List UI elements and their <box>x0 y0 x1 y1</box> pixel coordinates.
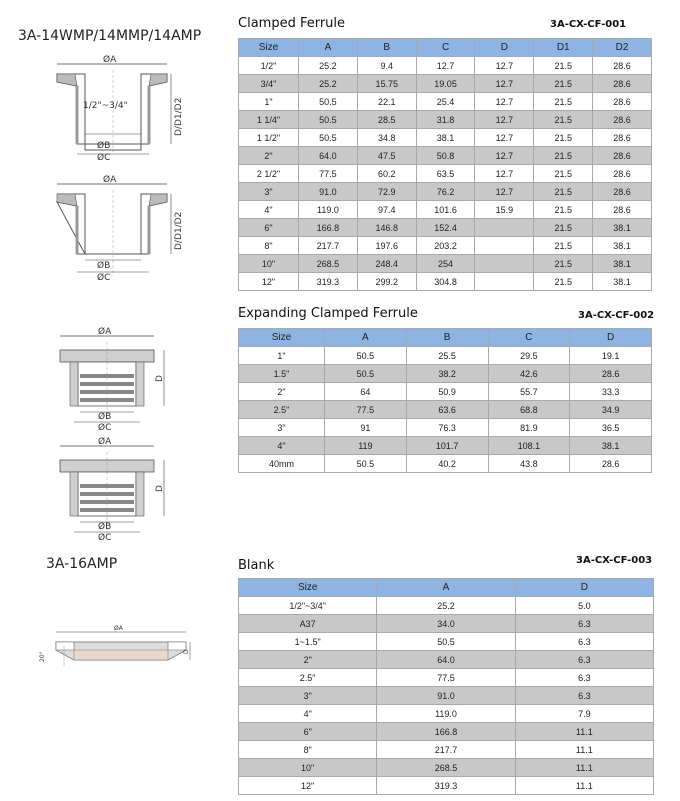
table-cell: 25.2 <box>299 75 358 93</box>
table-cell <box>475 255 534 273</box>
table-cell: 21.5 <box>534 183 593 201</box>
table-cell: 81.9 <box>488 419 570 437</box>
table-row <box>239 777 654 795</box>
table-cell: 55.7 <box>488 383 570 401</box>
product-title-16amp: 3A-16AMP <box>46 556 118 572</box>
table-cell: 10" <box>239 255 299 273</box>
table-cell: 77.5 <box>299 165 358 183</box>
table-cell: 28.6 <box>593 183 652 201</box>
table-row <box>239 437 652 455</box>
table-header-row <box>239 39 652 57</box>
table-cell: 319.3 <box>299 273 358 291</box>
table-cell: 12.7 <box>475 147 534 165</box>
table-cell: 10" <box>239 759 377 777</box>
table-cell: 31.8 <box>416 111 475 129</box>
table-cell: 166.8 <box>299 219 358 237</box>
dim-c-label: ØC <box>98 533 112 543</box>
table-cell: 38.1 <box>593 273 652 291</box>
table-cell: 91.0 <box>299 183 358 201</box>
table-cell: 33.3 <box>570 383 652 401</box>
table-cell: 77.5 <box>377 669 515 687</box>
table-cell: 21.5 <box>534 165 593 183</box>
table-cell: 21.5 <box>534 75 593 93</box>
table-cell: 217.7 <box>377 741 515 759</box>
expanding-ferrule-drawing-1 <box>50 322 180 432</box>
table-cell: 50.5 <box>325 347 407 365</box>
table-cell: 6" <box>239 219 299 237</box>
column-header: B <box>357 39 416 57</box>
expanding-ferrule-code: 3A-CX-CF-002 <box>578 310 655 321</box>
table-cell: 50.8 <box>416 147 475 165</box>
table-cell: 2" <box>239 651 377 669</box>
table-cell: 38.2 <box>406 365 488 383</box>
dim-b-label: ØB <box>98 412 112 422</box>
table-row <box>239 255 652 273</box>
table-cell: 1 1/4" <box>239 111 299 129</box>
dim-a-label: ØA <box>98 437 112 447</box>
table-cell: 3/4" <box>239 75 299 93</box>
table-cell: 15.9 <box>475 201 534 219</box>
table-cell: 28.6 <box>593 57 652 75</box>
table-cell: 2" <box>239 147 299 165</box>
table-cell: 43.8 <box>488 455 570 473</box>
table-cell: 12.7 <box>475 75 534 93</box>
table-cell: A37 <box>239 615 377 633</box>
table-cell: 6" <box>239 723 377 741</box>
column-header: Size <box>239 579 377 597</box>
column-header: D2 <box>593 39 652 57</box>
table-cell: 12" <box>239 273 299 291</box>
table-row <box>239 201 652 219</box>
table-cell: 254 <box>416 255 475 273</box>
dim-b-label: ØB <box>97 141 111 151</box>
dim-b-label: ØB <box>98 522 112 532</box>
table-cell: 50.5 <box>377 633 515 651</box>
table-header-row <box>239 579 654 597</box>
table-cell: 119 <box>325 437 407 455</box>
table-row <box>239 669 654 687</box>
table-cell: 11.1 <box>515 777 653 795</box>
table-cell: 166.8 <box>377 723 515 741</box>
table-cell <box>475 273 534 291</box>
product-title-14wmp: 3A-14WMP/14MMP/14AMP <box>18 28 202 44</box>
table-cell: 1" <box>239 347 325 365</box>
table-cell: 19.05 <box>416 75 475 93</box>
table-cell: 28.6 <box>570 365 652 383</box>
table-cell: 3" <box>239 183 299 201</box>
dim-b-label: ØB <box>97 261 111 271</box>
table-cell: 4" <box>239 437 325 455</box>
dim-d-label: D/D1/D2 <box>174 97 184 136</box>
table-cell: 28.6 <box>570 455 652 473</box>
table-cell: 11.1 <box>515 759 653 777</box>
table-row <box>239 419 652 437</box>
table-cell: 63.6 <box>406 401 488 419</box>
table-cell: 91.0 <box>377 687 515 705</box>
blank-code: 3A-CX-CF-003 <box>576 555 653 566</box>
table-cell: 72.9 <box>357 183 416 201</box>
table-cell: 1/2"~3/4" <box>239 597 377 615</box>
table-row <box>239 111 652 129</box>
table-cell: 2.5" <box>239 401 325 419</box>
table-row <box>239 651 654 669</box>
table-cell: 1~1.5" <box>239 633 377 651</box>
table-cell: 21.5 <box>534 255 593 273</box>
column-header: D <box>475 39 534 57</box>
table-cell: 6.3 <box>515 651 653 669</box>
column-header: A <box>377 579 515 597</box>
dim-d-label: D <box>155 375 165 382</box>
table-cell: 11.1 <box>515 723 653 741</box>
column-header: D1 <box>534 39 593 57</box>
table-row <box>239 219 652 237</box>
table-cell: 28.6 <box>593 147 652 165</box>
table-cell: 21.5 <box>534 201 593 219</box>
table-cell: 108.1 <box>488 437 570 455</box>
table-cell: 12.7 <box>416 57 475 75</box>
expanding-ferrule-table <box>238 328 652 473</box>
table-cell: 28.6 <box>593 111 652 129</box>
table-cell: 12.7 <box>475 165 534 183</box>
blank-drawing <box>36 620 206 680</box>
table-cell: 28.6 <box>593 165 652 183</box>
table-cell: 4" <box>239 705 377 723</box>
clamped-ferrule-code: 3A-CX-CF-001 <box>550 19 627 30</box>
table-row <box>239 93 652 111</box>
column-header: D <box>515 579 653 597</box>
table-cell: 21.5 <box>534 129 593 147</box>
table-cell: 203.2 <box>416 237 475 255</box>
table-cell: 146.8 <box>357 219 416 237</box>
table-row <box>239 347 652 365</box>
table-cell: 1/2" <box>239 57 299 75</box>
table-cell: 50.5 <box>299 111 358 129</box>
table-cell: 3" <box>239 687 377 705</box>
table-cell: 25.4 <box>416 93 475 111</box>
table-header-row <box>239 329 652 347</box>
table-cell: 76.3 <box>406 419 488 437</box>
half-range-label: 1/2"~3/4" <box>83 101 128 111</box>
table-cell: 60.2 <box>357 165 416 183</box>
table-cell: 21.5 <box>534 219 593 237</box>
table-cell: 2" <box>239 383 325 401</box>
table-cell: 5.0 <box>515 597 653 615</box>
column-header: C <box>416 39 475 57</box>
table-cell: 268.5 <box>299 255 358 273</box>
table-cell: 21.5 <box>534 237 593 255</box>
table-cell: 101.6 <box>416 201 475 219</box>
table-cell: 21.5 <box>534 147 593 165</box>
table-cell: 1" <box>239 93 299 111</box>
column-header: Size <box>239 39 299 57</box>
table-cell: 28.6 <box>593 75 652 93</box>
table-cell: 21.5 <box>534 93 593 111</box>
column-header: C <box>488 329 570 347</box>
table-cell: 63.5 <box>416 165 475 183</box>
table-cell: 21.5 <box>534 273 593 291</box>
table-cell: 2 1/2" <box>239 165 299 183</box>
table-cell: 34.0 <box>377 615 515 633</box>
table-cell: 91 <box>325 419 407 437</box>
table-cell: 97.4 <box>357 201 416 219</box>
table-cell: 9.4 <box>357 57 416 75</box>
table-row <box>239 633 654 651</box>
table-row <box>239 687 654 705</box>
clamped-ferrule-drawing-1 <box>45 52 195 162</box>
table-cell: 3" <box>239 419 325 437</box>
table-cell: 50.5 <box>325 455 407 473</box>
table-cell: 12.7 <box>475 93 534 111</box>
column-header: A <box>299 39 358 57</box>
table-cell: 12.7 <box>475 111 534 129</box>
table-cell: 6.3 <box>515 669 653 687</box>
dim-c-label: ØC <box>97 153 111 163</box>
table-cell: 6.3 <box>515 633 653 651</box>
dim-d-label: D <box>183 649 190 654</box>
table-row <box>239 401 652 419</box>
table-cell: 38.1 <box>593 237 652 255</box>
table-row <box>239 723 654 741</box>
table-cell: 12.7 <box>475 57 534 75</box>
table-cell: 34.8 <box>357 129 416 147</box>
table-cell: 12" <box>239 777 377 795</box>
column-header: A <box>325 329 407 347</box>
table-cell: 119.0 <box>299 201 358 219</box>
expanding-ferrule-drawing-2 <box>50 432 180 542</box>
table-cell: 36.5 <box>570 419 652 437</box>
clamped-ferrule-title: Clamped Ferrule <box>238 16 346 31</box>
dim-c-label: ØC <box>98 423 112 433</box>
table-cell: 42.6 <box>488 365 570 383</box>
table-cell: 64.0 <box>299 147 358 165</box>
table-cell: 7.9 <box>515 705 653 723</box>
table-cell: 248.4 <box>357 255 416 273</box>
table-cell: 25.5 <box>406 347 488 365</box>
table-cell: 25.2 <box>299 57 358 75</box>
table-cell: 68.8 <box>488 401 570 419</box>
table-cell: 1.5" <box>239 365 325 383</box>
angle-label: 20° <box>39 651 46 662</box>
table-cell: 4" <box>239 201 299 219</box>
table-cell <box>475 219 534 237</box>
table-cell: 47.5 <box>357 147 416 165</box>
table-cell: 76.2 <box>416 183 475 201</box>
table-cell: 28.5 <box>357 111 416 129</box>
blank-table <box>238 578 654 795</box>
table-row <box>239 75 652 93</box>
table-row <box>239 455 652 473</box>
table-cell: 77.5 <box>325 401 407 419</box>
table-cell: 28.6 <box>593 93 652 111</box>
table-cell: 38.1 <box>416 129 475 147</box>
column-header: B <box>406 329 488 347</box>
table-cell: 11.1 <box>515 741 653 759</box>
table-cell: 38.1 <box>570 437 652 455</box>
table-cell: 12.7 <box>475 129 534 147</box>
table-cell: 64 <box>325 383 407 401</box>
blank-title: Blank <box>238 558 275 573</box>
table-cell: 21.5 <box>534 57 593 75</box>
dim-d-label: D <box>155 485 165 492</box>
table-cell: 2.5" <box>239 669 377 687</box>
table-row <box>239 237 652 255</box>
table-cell: 101.7 <box>406 437 488 455</box>
table-row <box>239 705 654 723</box>
table-cell: 50.5 <box>299 129 358 147</box>
table-row <box>239 365 652 383</box>
dim-a-label: ØA <box>103 55 117 65</box>
dim-c-label: ØC <box>97 273 111 283</box>
table-row <box>239 383 652 401</box>
table-cell: 40mm <box>239 455 325 473</box>
clamped-ferrule-table <box>238 38 652 291</box>
table-cell: 22.1 <box>357 93 416 111</box>
dim-a-label: ØA <box>98 327 112 337</box>
table-cell <box>475 237 534 255</box>
table-row <box>239 165 652 183</box>
table-cell: 12.7 <box>475 183 534 201</box>
table-row <box>239 183 652 201</box>
table-cell: 34.9 <box>570 401 652 419</box>
table-cell: 6.3 <box>515 687 653 705</box>
table-cell: 28.6 <box>593 201 652 219</box>
table-cell: 28.6 <box>593 129 652 147</box>
table-cell: 268.5 <box>377 759 515 777</box>
table-cell: 152.4 <box>416 219 475 237</box>
table-cell: 15.75 <box>357 75 416 93</box>
table-cell: 50.5 <box>299 93 358 111</box>
column-header: Size <box>239 329 325 347</box>
table-cell: 304.8 <box>416 273 475 291</box>
table-row <box>239 57 652 75</box>
table-row <box>239 129 652 147</box>
table-row <box>239 741 654 759</box>
table-cell: 319.3 <box>377 777 515 795</box>
table-cell: 64.0 <box>377 651 515 669</box>
table-cell: 38.1 <box>593 219 652 237</box>
table-cell: 197.6 <box>357 237 416 255</box>
table-cell: 38.1 <box>593 255 652 273</box>
dim-a-small-label: ØA <box>114 625 123 632</box>
table-cell: 299.2 <box>357 273 416 291</box>
table-row <box>239 759 654 777</box>
table-cell: 1 1/2" <box>239 129 299 147</box>
dim-d-label: D/D1/D2 <box>174 211 184 250</box>
table-cell: 21.5 <box>534 111 593 129</box>
clamped-ferrule-drawing-2 <box>45 172 195 282</box>
table-row <box>239 597 654 615</box>
table-cell: 217.7 <box>299 237 358 255</box>
table-row <box>239 615 654 633</box>
table-cell: 50.5 <box>325 365 407 383</box>
table-cell: 29.5 <box>488 347 570 365</box>
table-cell: 25.2 <box>377 597 515 615</box>
table-cell: 6.3 <box>515 615 653 633</box>
table-cell: 8" <box>239 741 377 759</box>
table-cell: 19.1 <box>570 347 652 365</box>
table-row <box>239 273 652 291</box>
table-cell: 8" <box>239 237 299 255</box>
table-row <box>239 147 652 165</box>
column-header: D <box>570 329 652 347</box>
expanding-ferrule-title: Expanding Clamped Ferrule <box>238 306 418 321</box>
dim-a-label: ØA <box>103 175 117 185</box>
table-cell: 119.0 <box>377 705 515 723</box>
table-cell: 40.2 <box>406 455 488 473</box>
table-cell: 50.9 <box>406 383 488 401</box>
